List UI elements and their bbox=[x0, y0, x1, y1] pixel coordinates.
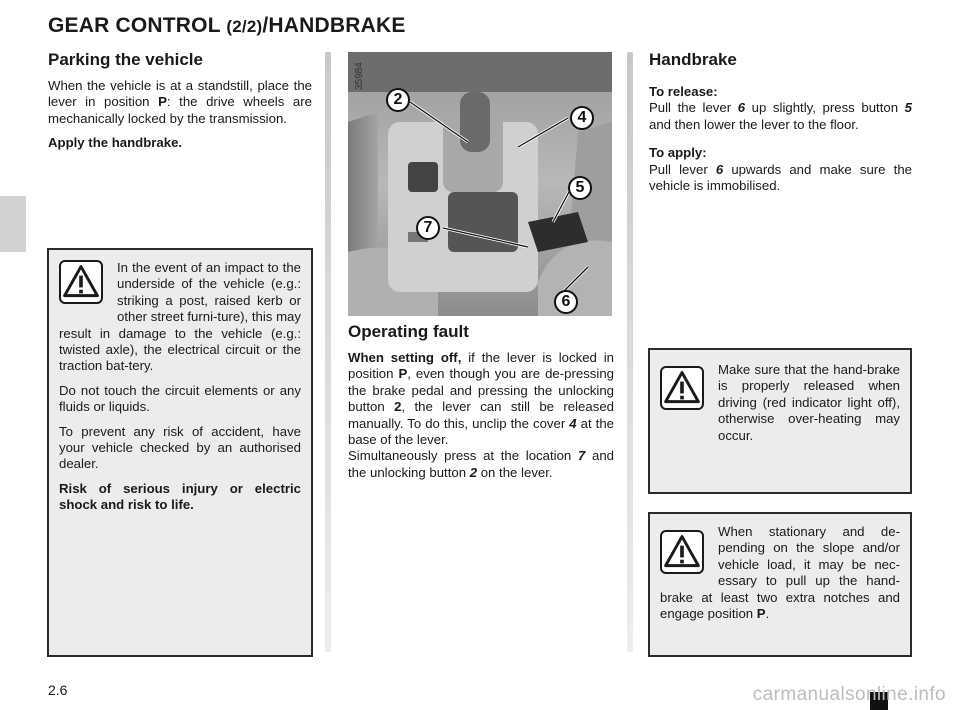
watermark: carmanualsonline.info bbox=[752, 684, 946, 705]
callout-6: 6 bbox=[554, 290, 578, 314]
apply-label: To apply: bbox=[649, 145, 707, 161]
parking-heading: Parking the vehicle bbox=[48, 50, 203, 69]
warning-box-release bbox=[648, 348, 912, 494]
column-divider-left bbox=[325, 52, 331, 652]
gear-lever-photo bbox=[348, 52, 612, 316]
release-warning-text: Make sure that the hand-brake is properly released when driving (red indicator light off), otherwise over-heating may occur. bbox=[718, 362, 900, 443]
operating-fault-section bbox=[348, 322, 614, 481]
page-title bbox=[48, 14, 406, 38]
callout-7: 7 bbox=[416, 216, 440, 240]
release-text: Pull the lever 6 up slightly, press button 5 and then lower the lever to the floor. bbox=[649, 100, 912, 132]
apply-text: Pull lever 6 upwards and make sure the vehicle is immobilised. bbox=[649, 161, 912, 194]
release-label: To release: bbox=[649, 84, 718, 99]
parking-paragraph: When the vehicle is at a standstill, place the lever in position P: the drive wheels are mechanically locked by the transmission. bbox=[48, 78, 312, 126]
impact-warning-text: In the event of an impact to the underside of the vehicle (e.g.: striking a post, raised kerb or other street furni-ture), this may result in damage to the vehicle (e.g.: twisted axle), the electrical circuit or the traction bat-tery. bbox=[59, 260, 301, 374]
impact-warning-risk: Risk of serious injury or electric shock and risk to life. bbox=[59, 480, 301, 513]
warning-box-slope bbox=[648, 512, 912, 657]
slope-warning-text: When stationary and de-pending on the slope and/or vehicle load, it may be nec-essary to pull up the hand-brake at least two extra notches and engage position P. bbox=[660, 524, 900, 622]
page-number: 2.6 bbox=[48, 682, 68, 698]
handbrake-section bbox=[649, 50, 912, 194]
operating-fault-heading: Operating fault bbox=[348, 322, 469, 341]
callout-4: 4 bbox=[570, 106, 594, 130]
chapter-side-tab bbox=[0, 196, 26, 252]
warning-box-impact bbox=[47, 248, 313, 657]
title-main: GEAR CONTROL bbox=[48, 14, 221, 37]
column-divider-right bbox=[627, 52, 633, 652]
operating-fault-text-2: Simultaneously press at the location 7 and the unlocking button 2 on the lever. bbox=[348, 448, 614, 480]
operating-fault-text: When setting off, if the lever is locked in position P, even though you are de-pressing the brake pedal and pressing the unlocking button 2, the lever can still be released manually. To do this, unclip the cover 4 at the base of the lever. bbox=[348, 350, 615, 448]
parking-apply-handbrake: Apply the handbrake. bbox=[48, 135, 183, 151]
title-sub: (2/2) bbox=[226, 17, 263, 36]
title-tail: /HANDBRAKE bbox=[262, 14, 406, 37]
photo-ref-number: 35984 bbox=[354, 62, 365, 90]
impact-warning-fluids: Do not touch the circuit elements or any fluids or liquids. bbox=[59, 382, 301, 415]
impact-warning-dealer: To prevent any risk of accident, have your vehicle checked by an authorised dealer. bbox=[59, 423, 301, 472]
parking-section bbox=[48, 50, 312, 152]
handbrake-heading: Handbrake bbox=[649, 50, 737, 69]
callout-2: 2 bbox=[386, 88, 410, 112]
callout-5: 5 bbox=[568, 176, 592, 200]
